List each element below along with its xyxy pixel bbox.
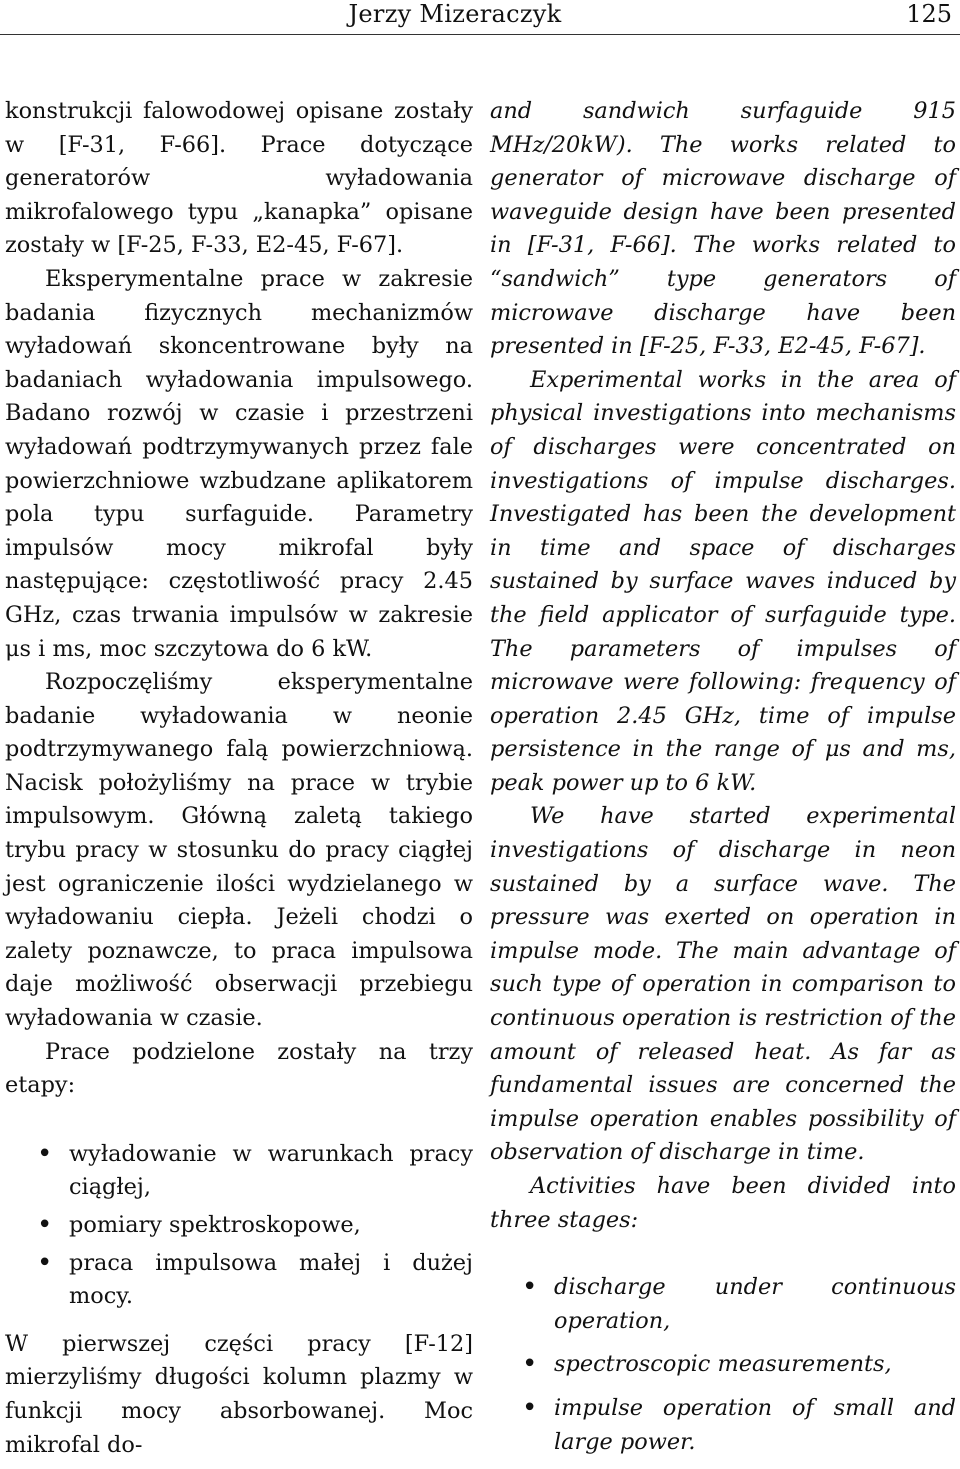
paragraph: Eksperymentalne prace w zakresie badania fizycznych mechanizmów wyładowań skoncentrowane były na badaniach wyładowania impulsowego. Badano rozwój w czasie i przestrzeni wyładowań podtrzymywanych przez fale powierzchniowe wzbudzane aplikatorem pola typu surfaguide. Parametry impulsów mocy mikrofal były następujące: częstotliwość pracy 2.45 GHz, czas trwania impulsów w zakresie μs i ms, moc szczytowa do 6 kW. (5, 265, 473, 662)
bullet-list (5, 1138, 473, 1314)
paragraph: Rozpoczęliśmy eksperymentalne badanie wyładowania w neonie podtrzymywanego falą powierzchniową. Nacisk położyliśmy na prace w trybie impulsowym. Główną zaletą takiego trybu pracy w stosunku do pracy ciągłej jest ograniczenie ilości wydzielanego w wyładowaniu ciepła. Jeżeli chodzi o zalety poznawcze, to praca impulsowa daje możliwość obserwacji przebiegu wyładowania w czasie. (5, 669, 473, 1032)
paragraph: We have started experimental investigations of discharge in neon sustained by a surface wave. The pressure was exerted on operation in impulse mode. The main advantage of such type of operation in comparison to continuous operation is restriction of the amount of released heat. As far as fundamental issues are concerned the impulse operation enables possibility of observation of discharge in time. (490, 803, 956, 1166)
list-item: • pomiary spektroskopowe, (5, 1209, 473, 1243)
paragraph: Experimental works in the area of physical investigations into mechanisms of discharges were concentrated on investigations of impulse discharges. Investigated has been the development in time and space of discharges sustained by surface waves induced by the field applicator of surfaguide type. The parameters of impulses of microwave were following: frequency of operation 2.45 GHz, time of impulse persistence in the range of μs and ms, peak power up to 6 kW. (490, 366, 956, 796)
english-column (490, 95, 956, 1469)
bullet-list (490, 1271, 956, 1459)
list-item: • wyładowanie w warunkach pracy ciągłej, (5, 1138, 473, 1205)
running-head-author: Jerzy Mizeraczyk (348, 0, 562, 28)
list-item: • discharge under continuous operation, (490, 1271, 956, 1338)
list-item: • praca impulsowa małej i dużej mocy. (5, 1247, 473, 1314)
paragraph: W pierwszej części pracy [F-12] mierzyliśmy długości kolumn plazmy w funkcji mocy absorbowanej. Moc mikrofal do- (5, 1330, 473, 1458)
paragraph: Activities have been divided into three stages: (490, 1173, 956, 1233)
page-number: 125 (906, 0, 952, 28)
polish-column (5, 95, 473, 1462)
paragraph: Prace podzielone zostały na trzy etapy: (5, 1038, 473, 1099)
list-item: • spectroscopic measurements, (490, 1348, 956, 1382)
list-item: • impulse operation of small and large power. (490, 1392, 956, 1459)
page-header (0, 0, 960, 35)
paragraph: konstrukcji falowodowej opisane zostały w [F-31, F-66]. Prace dotyczące generatorów wyładowania mikrofalowego typu „kanapka” opisane zostały w [F-25, F-33, E2-45, F-67]. (5, 98, 473, 259)
paragraph: and sandwich surfaguide 915 MHz/20kW). The works related to generator of microwave discharge of waveguide design have been presented in [F-31, F-66]. The works related to “sandwich” type generators of microwave discharge have been presented in [F-25, F-33, E2-45, F-67]. (490, 98, 956, 360)
